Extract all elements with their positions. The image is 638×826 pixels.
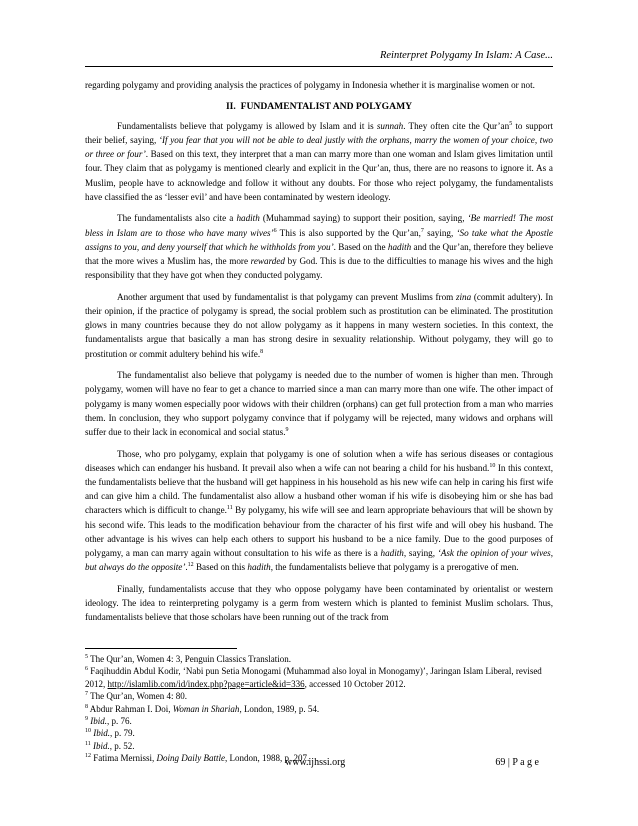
footnote-ref: 11 xyxy=(226,505,233,512)
article-body xyxy=(85,78,553,632)
footnote-ref: 12 xyxy=(187,562,194,569)
footnote-rule xyxy=(85,648,237,649)
footnote-5: $^5$ The Qur’an, Women 4: 3, Penguin Classics Translation. xyxy=(85,654,292,664)
footnote-6: $^6$ Faqihuddin Abdul Kodir, ‘Nabi pun Setia Monogami (Muhammad also loyal in Monogamy)’, Jaringan Islam Liberal, revised 2012, http://islamlib.com/id/index.php?page=article&id=336, accessed 10 October 2012. xyxy=(85,666,542,689)
paragraph-2: The fundamentalists also cite a hadith (Muhammad saying) to support their position, saying, ‘Be married! The most bless in Islam are to those who have many wives’$^6$ This is also supported by the Qur’an,$^7$ saying, ‘So take what the Apostle assigns to you, and deny yourself that which he withholds from you’. Based on the hadith and the Qur’an, therefore they believe that the more wives a Muslim has, the more rewarded by God. This is due to the difficulties to manage his wives and the high responsibility that they have got when they conducted polygamy. xyxy=(85,213,553,281)
section-heading: II. FUNDAMENTALIST AND POLYGAMY xyxy=(225,100,413,112)
journal-url: www.ijhssi.org xyxy=(285,757,346,768)
footnote-ref: 8 xyxy=(260,348,264,355)
intro-paragraph: regarding polygamy and providing analysis the practices of polygamy in Indonesia whether it is marginalise women or not. xyxy=(85,80,535,90)
paragraph-6: Finally, fundamentalists accuse that they who oppose polygamy have been contaminated by orientalist or western ideology. The idea to reinterpreting polygamy is a germ from western which is planted to feminist Muslim scholars. Thus, fundamentalists believe that those scholars have been running out of the track from xyxy=(85,583,553,623)
footnote-ref: 10 xyxy=(489,462,496,469)
footnote-ref: 5 xyxy=(509,120,513,127)
footnote-link[interactable]: http://islamlib.com/id/index.php?page=article&id=336 xyxy=(107,678,305,689)
paragraph-5: Those, who pro polygamy, explain that polygamy is one of solution when a wife has serious diseases or contagious diseases which can endanger his husband. It prevail also when a wife can not bearing a child for his husband.$^{10}$ In this context, the fundamentalists believe that the husband will get happiness in his household as his new wife can help in caring his first wife and can give him a child. The fundamentalist also allow a husband other woman if his wife is disobeying him or she has bad characters which is difficult to change.$^{11}$ By polygamy, his wife will see and learn appropriate behaviours that will be shown by his second wife. This leads to the modification behaviour from the character of his first wife and will obey his husband. The other advantage is his wives can help each others to support his husband to be a nice family. Due to the good purposes of polygamy, a man can marry again without consultation to his wife as there is a hadith, saying, ‘Ask the opinion of your wives, but always do the opposite’.$^{12}$ Based on this hadith, the fundamentalists believe that polygamy is a prerogative of men. xyxy=(85,448,554,573)
footnote-7: $^7$ The Qur’an, Women 4: 80. xyxy=(85,691,188,702)
paragraph-4: The fundamentalist also believe that polygamy is needed due to the number of women is higher than men. Through polygamy, women will have no fear to get a chance to married since a man can marry more than one wife. The other impact of polygamy is many women especially poor widows with their children (orphans) can get full protection from a man who marries them. In conclusion, they who support polygamy convince that if polygamy will be rejected, many widows and orphans will suffer due to their lack in economical and social status.$^9$ xyxy=(85,370,553,438)
footnote-ref: 9 xyxy=(285,426,289,433)
footnote-ref: 7 xyxy=(420,227,424,234)
page-number: 69 | P a g e xyxy=(495,757,539,768)
header-rule xyxy=(85,66,553,67)
footnote-8: $^8$ Abdur Rahman I. Doi, Woman in Shariah, London, 1989, p. 54. xyxy=(85,703,320,714)
footnote-9: $^9$ Ibid., p. 76. xyxy=(85,716,132,727)
footnote-11: $^{11}$ Ibid., p. 52. xyxy=(85,740,135,751)
paragraph-3: Another argument that used by fundamentalist is that polygamy can prevent Muslims from zina (commit adultery). In their opinion, if the practice of polygamy is spread, the social problem such as prostitution can be eliminated. The prostitution glows in many countries because they do not allow polygamy as it happens in many western societies. In this context, the fundamentalists argue that basically a man has strong desire in sexuality relationship. Without polygamy, they will go to prostitution or commit adultery behind his wife.$^8$ xyxy=(85,291,553,359)
footnotes xyxy=(85,653,553,765)
paragraph-1: Fundamentalists believe that polygamy is allowed by Islam and it is sunnah. They often cite the $Qur’an^5$ to support their belief, saying, ‘If you fear that you will not be able to deal justly with the orphans, marry the women of your choice, two or three or four’. Based on this text, they interpret that a man can marry more than one woman and Islam gives limitation until four. They claim that as polygamy is mentioned clearly and explicit in the Qur’an, thus, there are no reasons to ignore it. As a Muslim, people have to acknowledge and follow it without any doubts. For those who reject polygamy, the fundamentalists have classified the as ‘lesser evil’ and have been contaminated by western ideology. xyxy=(85,120,553,202)
footnote-10: $^{10}$ Ibid., p. 79. xyxy=(85,728,135,739)
running-head: Reinterpret Polygamy In Islam: A Case... xyxy=(379,50,553,61)
footnote-ref: 6 xyxy=(273,227,277,234)
footnote-12: $^{12}$ Fatima Mernissi, Doing Daily Battle, London, 1988, p. 207. xyxy=(85,753,310,764)
